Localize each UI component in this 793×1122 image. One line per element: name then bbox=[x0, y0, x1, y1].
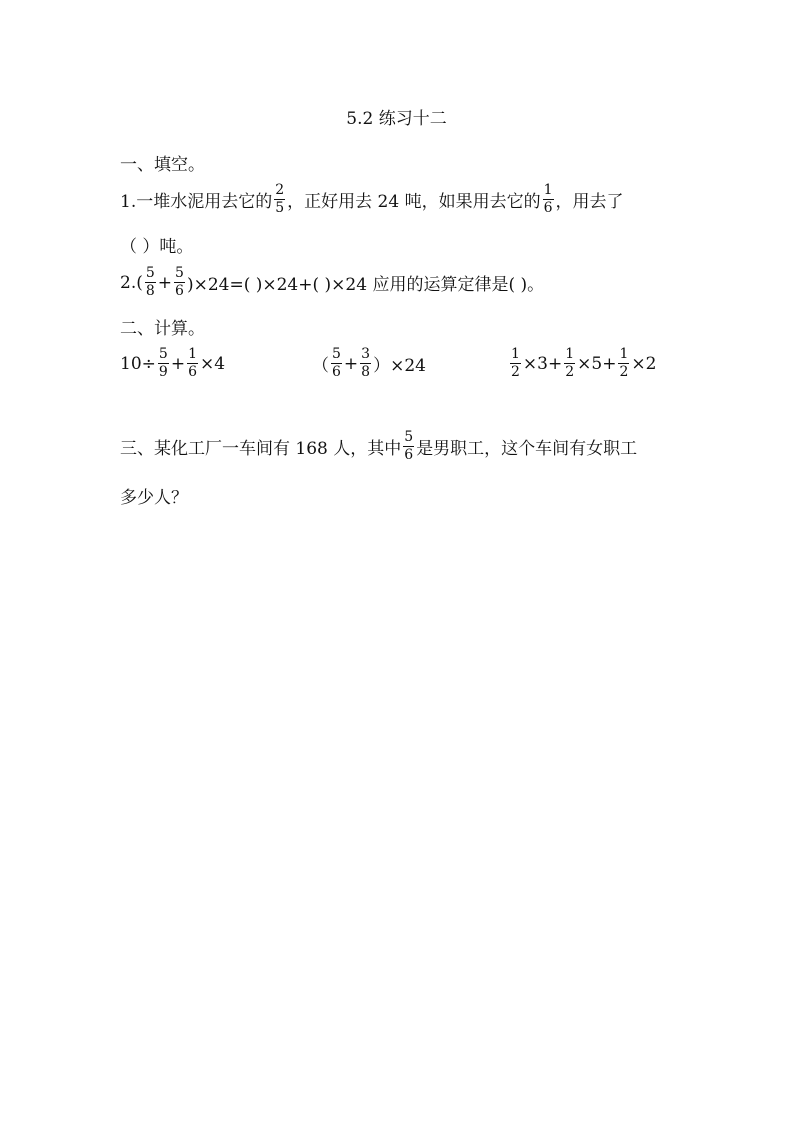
q1-fraction-b: $\frac{1}{6}$ bbox=[543, 182, 553, 216]
q1-text-c: ，用去了 bbox=[555, 192, 624, 212]
section3-fraction: $\frac{5}{6}$ bbox=[404, 429, 414, 463]
q1-fraction-a: $\frac{2}{5}$ bbox=[275, 182, 285, 216]
expr2-fraction-a: $\frac{5}{6}$ bbox=[332, 346, 341, 380]
q1-text-a: 1.一堆水泥用去它的 bbox=[120, 192, 273, 212]
q2-plus: + bbox=[157, 272, 173, 293]
expr1-fraction-a: $\frac{5}{9}$ bbox=[158, 346, 168, 380]
question-2 bbox=[120, 266, 544, 299]
expr3-fraction-c: $\frac{1}{2}$ bbox=[619, 346, 629, 380]
section3-question-line1: 三、某化工厂一车间有 168 人，其中 $\frac{5}{6}$ 是男职工，这个车间有女职工 bbox=[120, 429, 638, 463]
question-1-line2: （ ）吨。 bbox=[120, 237, 194, 257]
expr3-fraction-a: $\frac{1}{2}$ bbox=[511, 346, 520, 380]
calc-expression-3: $\frac{1}{2}$ ×3+ $\frac{1}{2}$ ×5+ $\frac{1}{2}$ ×2 bbox=[511, 346, 657, 380]
q2-suffix: )×24=( )×24+( )×24 应用的运算定律是( )。 bbox=[186, 275, 545, 295]
q1-text-b: ，正好用去 24 吨，如果用去它的 bbox=[287, 192, 541, 212]
expr3-fraction-b: $\frac{1}{2}$ bbox=[565, 346, 575, 380]
q2-prefix: 2.( bbox=[120, 272, 143, 293]
section2-heading: 二、计算。 bbox=[120, 319, 205, 339]
q2-fraction-a: $\frac{5}{8}$ bbox=[145, 265, 155, 299]
calc-expression-1: 10÷ $\frac{5}{9}$ + $\frac{1}{6}$ ×4 bbox=[120, 346, 226, 380]
section1-heading: 一、填空。 bbox=[120, 155, 205, 175]
page-title: 5.2 练习十二 bbox=[346, 109, 447, 129]
expr2-fraction-b: $\frac{3}{8}$ bbox=[361, 346, 371, 380]
expr1-fraction-b: $\frac{1}{6}$ bbox=[188, 346, 197, 380]
calc-expression-2: （ $\frac{5}{6}$ + $\frac{3}{8}$ ）×24 bbox=[312, 346, 426, 380]
q2-fraction-b: $\frac{5}{6}$ bbox=[175, 265, 184, 299]
question-1-line1 bbox=[120, 183, 624, 216]
section3-question-line2: 多少人？ bbox=[120, 488, 188, 508]
